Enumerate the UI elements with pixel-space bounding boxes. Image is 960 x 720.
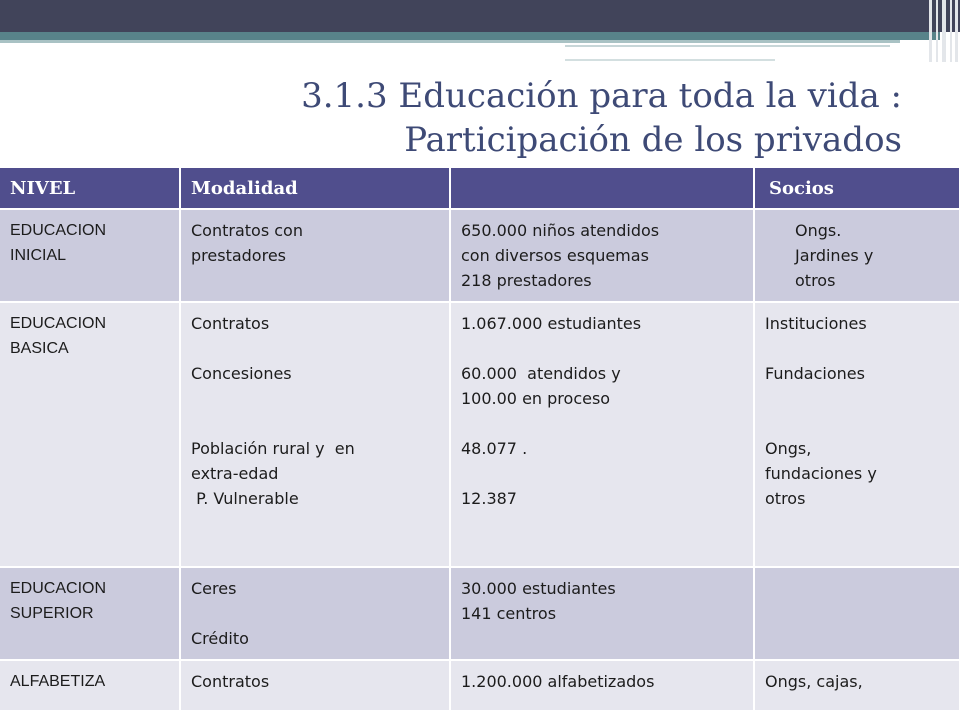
table-cell-cifras xyxy=(450,567,754,660)
table-cell-cifras xyxy=(450,302,754,567)
cell-line: Contratos con xyxy=(191,221,303,240)
cell-line: EDUCACION xyxy=(10,222,107,239)
cell-line: Jardines y xyxy=(795,246,874,265)
decorative-rule xyxy=(565,59,775,61)
cell-line: Fundaciones xyxy=(765,364,865,383)
table-cell-socios xyxy=(754,567,960,660)
cell-line xyxy=(461,336,743,361)
cell-line: BASICA xyxy=(10,340,69,357)
slide-title-line: 3.1.3 Educación para toda la vida : xyxy=(301,76,902,116)
cell-line: Contratos xyxy=(191,314,270,333)
cell-line: EDUCACION xyxy=(10,315,107,332)
cell-line: Crédito xyxy=(191,629,249,648)
table-cell-modalidad xyxy=(180,302,450,567)
cell-line xyxy=(191,386,439,411)
table-row xyxy=(0,209,960,302)
cell-line: EDUCACION xyxy=(10,580,107,597)
header-nivel: NIVEL xyxy=(0,168,180,209)
cell-line: ALFABETIZA xyxy=(10,673,106,690)
header-accent-band xyxy=(0,32,940,40)
cell-line: prestadores xyxy=(191,246,286,265)
header-blank xyxy=(450,168,754,209)
header-socios: Socios xyxy=(754,168,960,209)
cell-line: Población rural y en xyxy=(191,439,355,458)
table-cell-modalidad xyxy=(180,660,450,710)
table-row xyxy=(0,660,960,710)
cell-line: INICIAL xyxy=(10,247,67,264)
cell-line: Ongs. xyxy=(795,221,842,240)
table-cell-nivel xyxy=(0,209,180,302)
cell-line: fundaciones y xyxy=(765,464,877,483)
cell-line: 1.067.000 estudiantes xyxy=(461,314,642,333)
table-cell-nivel xyxy=(0,660,180,710)
cell-line: 1.200.000 alfabetizados xyxy=(461,672,655,691)
table-cell-cifras xyxy=(450,209,754,302)
cell-line: Instituciones xyxy=(765,314,867,333)
cell-line: otros xyxy=(795,271,836,290)
table-row xyxy=(0,302,960,567)
cell-line xyxy=(765,386,949,411)
cell-line: 12.387 xyxy=(461,489,517,508)
table-cell-modalidad xyxy=(180,567,450,660)
table-header-row xyxy=(0,168,960,209)
table-row xyxy=(0,567,960,660)
cell-line: Concesiones xyxy=(191,364,292,383)
cell-line xyxy=(191,411,439,436)
cell-line: 141 centros xyxy=(461,604,557,623)
cell-line: Ongs, cajas, xyxy=(765,672,863,691)
cell-line xyxy=(461,461,743,486)
table-cell-cifras xyxy=(450,660,754,710)
cell-line: otros xyxy=(765,489,806,508)
header-bar xyxy=(0,0,960,32)
header-accent-line xyxy=(0,40,900,43)
slide-title-line: Participación de los privados xyxy=(404,120,902,160)
table-cell-modalidad xyxy=(180,209,450,302)
table-cell-socios xyxy=(754,209,960,302)
cell-line: Ceres xyxy=(191,579,237,598)
slide-title xyxy=(142,74,902,162)
cell-line: extra-edad xyxy=(191,464,279,483)
cell-line: Ongs, xyxy=(765,439,812,458)
cell-line xyxy=(191,601,439,626)
table-cell-socios xyxy=(754,660,960,710)
cell-line xyxy=(191,336,439,361)
cell-line: 60.000 atendidos y xyxy=(461,364,621,383)
table-cell-nivel xyxy=(0,567,180,660)
cell-line: 100.00 en proceso xyxy=(461,389,611,408)
cell-line: 48.077 . xyxy=(461,439,528,458)
header-modalidad: Modalidad xyxy=(180,168,450,209)
cell-line xyxy=(765,336,949,361)
cell-line: con diversos esquemas xyxy=(461,246,649,265)
cell-line: 650.000 niños atendidos xyxy=(461,221,660,240)
cell-line: Contratos xyxy=(191,672,270,691)
table-cell-nivel xyxy=(0,302,180,567)
cell-line: 218 prestadores xyxy=(461,271,592,290)
cell-line xyxy=(461,411,743,436)
cell-line: 30.000 estudiantes xyxy=(461,579,616,598)
data-table xyxy=(0,168,960,710)
decorative-rule xyxy=(565,45,890,47)
cell-line: SUPERIOR xyxy=(10,605,94,622)
cell-line xyxy=(765,411,949,436)
cell-line: P. Vulnerable xyxy=(191,489,299,508)
table-cell-socios xyxy=(754,302,960,567)
decorative-vertical-lines xyxy=(929,0,959,62)
